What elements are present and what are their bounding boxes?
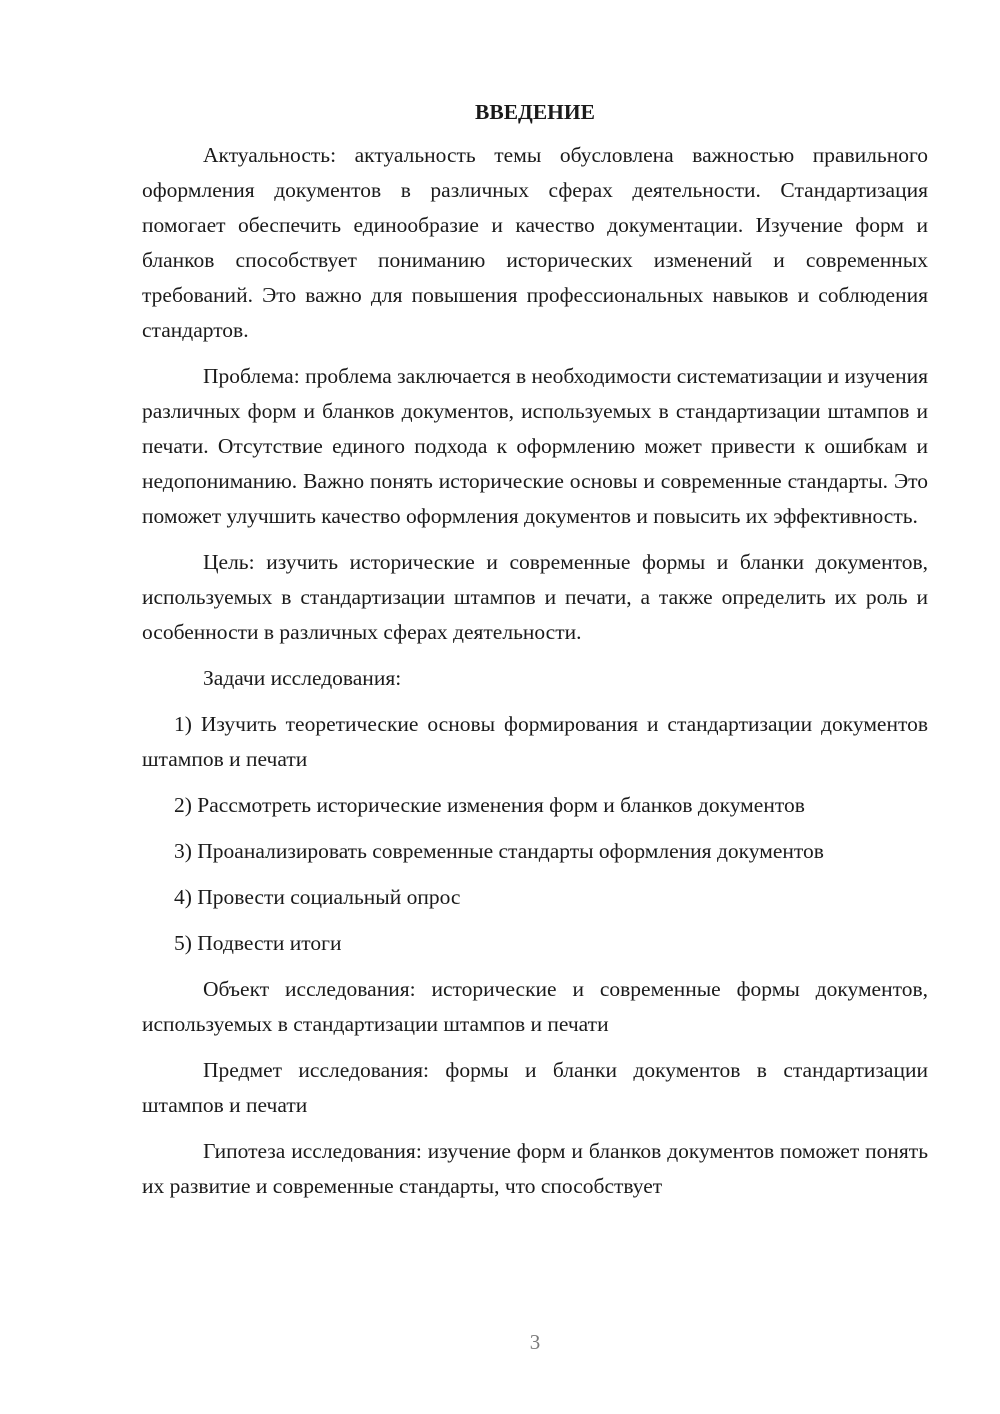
paragraph-hypothesis: Гипотеза исследования: изучение форм и бланков документов поможет понять их развитие и современные стандарты, что способствует [142,1139,928,1198]
document-page [142,96,928,1215]
task-list-item: 1) Изучить теоретические основы формирования и стандартизации документов штампов и печати [142,712,928,771]
page-number: 3 [529,1330,541,1354]
paragraph-object: Объект исследования: исторические и современные формы документов, используемых в стандартизации штампов и печати [142,977,928,1036]
paragraph-relevance: Актуальность: актуальность темы обусловлена важностью правильного оформления документов в различных сферах деятельности. Стандартизация помогает обеспечить единообразие и качество документации. Изучение форм и бланков способствует пониманию исторических изменений и современных требований. Это важно для повышения профессиональных навыков и соблюдения стандартов. [142,143,928,342]
paragraph-goal: Цель: изучить исторические и современные формы и бланки документов, используемых в стандартизации штампов и печати, а также определить их роль и особенности в различных сферах деятельности. [142,550,928,644]
task-list-item: 3) Проанализировать современные стандарты оформления документов [174,839,824,863]
task-list-item: 2) Рассмотреть исторические изменения форм и бланков документов [174,793,805,817]
paragraph-problem: Проблема: проблема заключается в необходимости систематизации и изучения различных форм и бланков документов, используемых в стандартизации штампов и печати. Отсутствие единого подхода к оформлению может привести к ошибкам и недопониманию. Важно понять исторические основы и современные стандарты. Это поможет улучшить качество оформления документов и повысить их эффективность. [142,364,928,528]
paragraph-tasks-heading: Задачи исследования: [203,666,402,690]
section-title: ВВЕДЕНИЕ [475,100,595,124]
paragraph-subject: Предмет исследования: формы и бланки документов в стандартизации штампов и печати [142,1058,928,1117]
task-list-item: 5) Подвести итоги [174,931,342,955]
task-list-item: 4) Провести социальный опрос [174,885,461,909]
